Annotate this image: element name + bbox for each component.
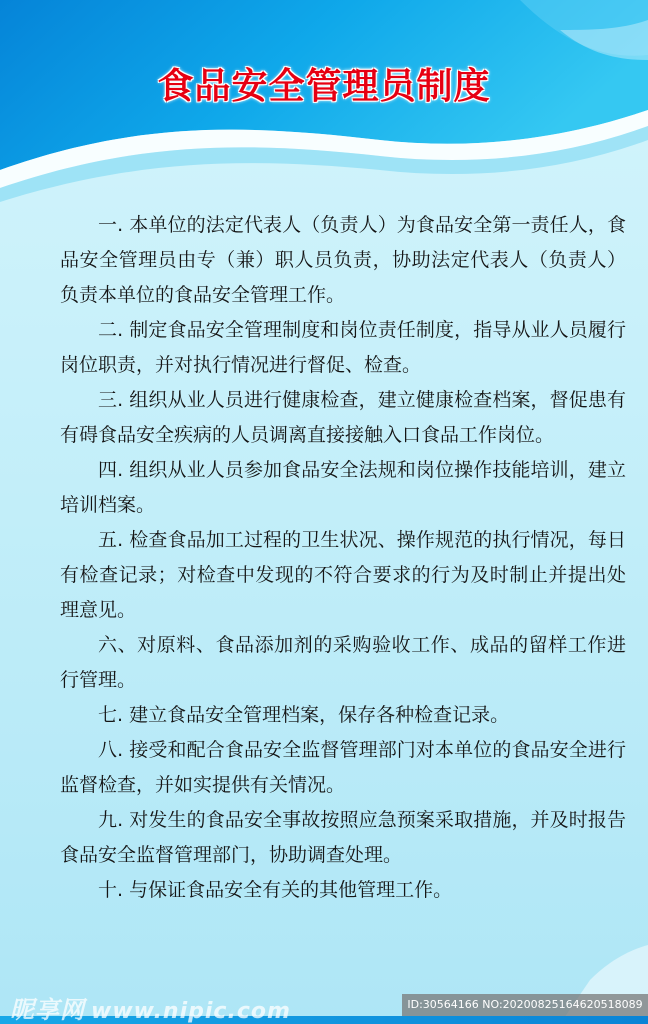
regulation-item-8: 八. 接受和配合食品安全监督管理部门对本单位的食品安全进行监督检查，并如实提供有关情况。 bbox=[60, 739, 626, 796]
image-id-label: ID:30564166 NO:20200825164620518089 bbox=[402, 994, 648, 1016]
regulation-item-9: 九. 对发生的食品安全事故按照应急预案采取措施，并及时报告食品安全监督管理部门，协助调查处理。 bbox=[60, 809, 626, 866]
watermark-url: www.nipic.com bbox=[91, 999, 291, 1024]
regulation-item-5: 五. 检查食品加工过程的卫生状况、操作规范的执行情况，每日有检查记录；对检查中发现的不符合要求的行为及时制止并提出处理意见。 bbox=[60, 529, 626, 621]
watermark-logo bbox=[10, 990, 291, 1024]
regulation-list bbox=[60, 208, 626, 908]
regulation-item-10: 十. 与保证食品安全有关的其他管理工作。 bbox=[98, 879, 453, 901]
regulation-item-7: 七. 建立食品安全管理档案，保存各种检查记录。 bbox=[98, 704, 510, 726]
watermark-brand: 昵享网 bbox=[10, 996, 85, 1024]
regulation-item-2: 二. 制定食品安全管理制度和岗位责任制度，指导从业人员履行岗位职责，并对执行情况进行督促、检查。 bbox=[60, 319, 626, 376]
regulation-item-4: 四. 组织从业人员参加食品安全法规和岗位操作技能培训，建立培训档案。 bbox=[60, 459, 626, 516]
regulation-item-6: 六、对原料、食品添加剂的采购验收工作、成品的留样工作进行管理。 bbox=[60, 634, 626, 691]
regulation-item-1: 一. 本单位的法定代表人（负责人）为食品安全第一责任人，食品安全管理员由专（兼）职人员负责，协助法定代表人（负责人）负责本单位的食品安全管理工作。 bbox=[60, 214, 626, 306]
page-title: 食品安全管理员制度 bbox=[157, 66, 491, 107]
regulation-item-3: 三. 组织从业人员进行健康检查，建立健康检查档案，督促患有有碍食品安全疾病的人员调离直接接触入口食品工作岗位。 bbox=[60, 389, 626, 446]
